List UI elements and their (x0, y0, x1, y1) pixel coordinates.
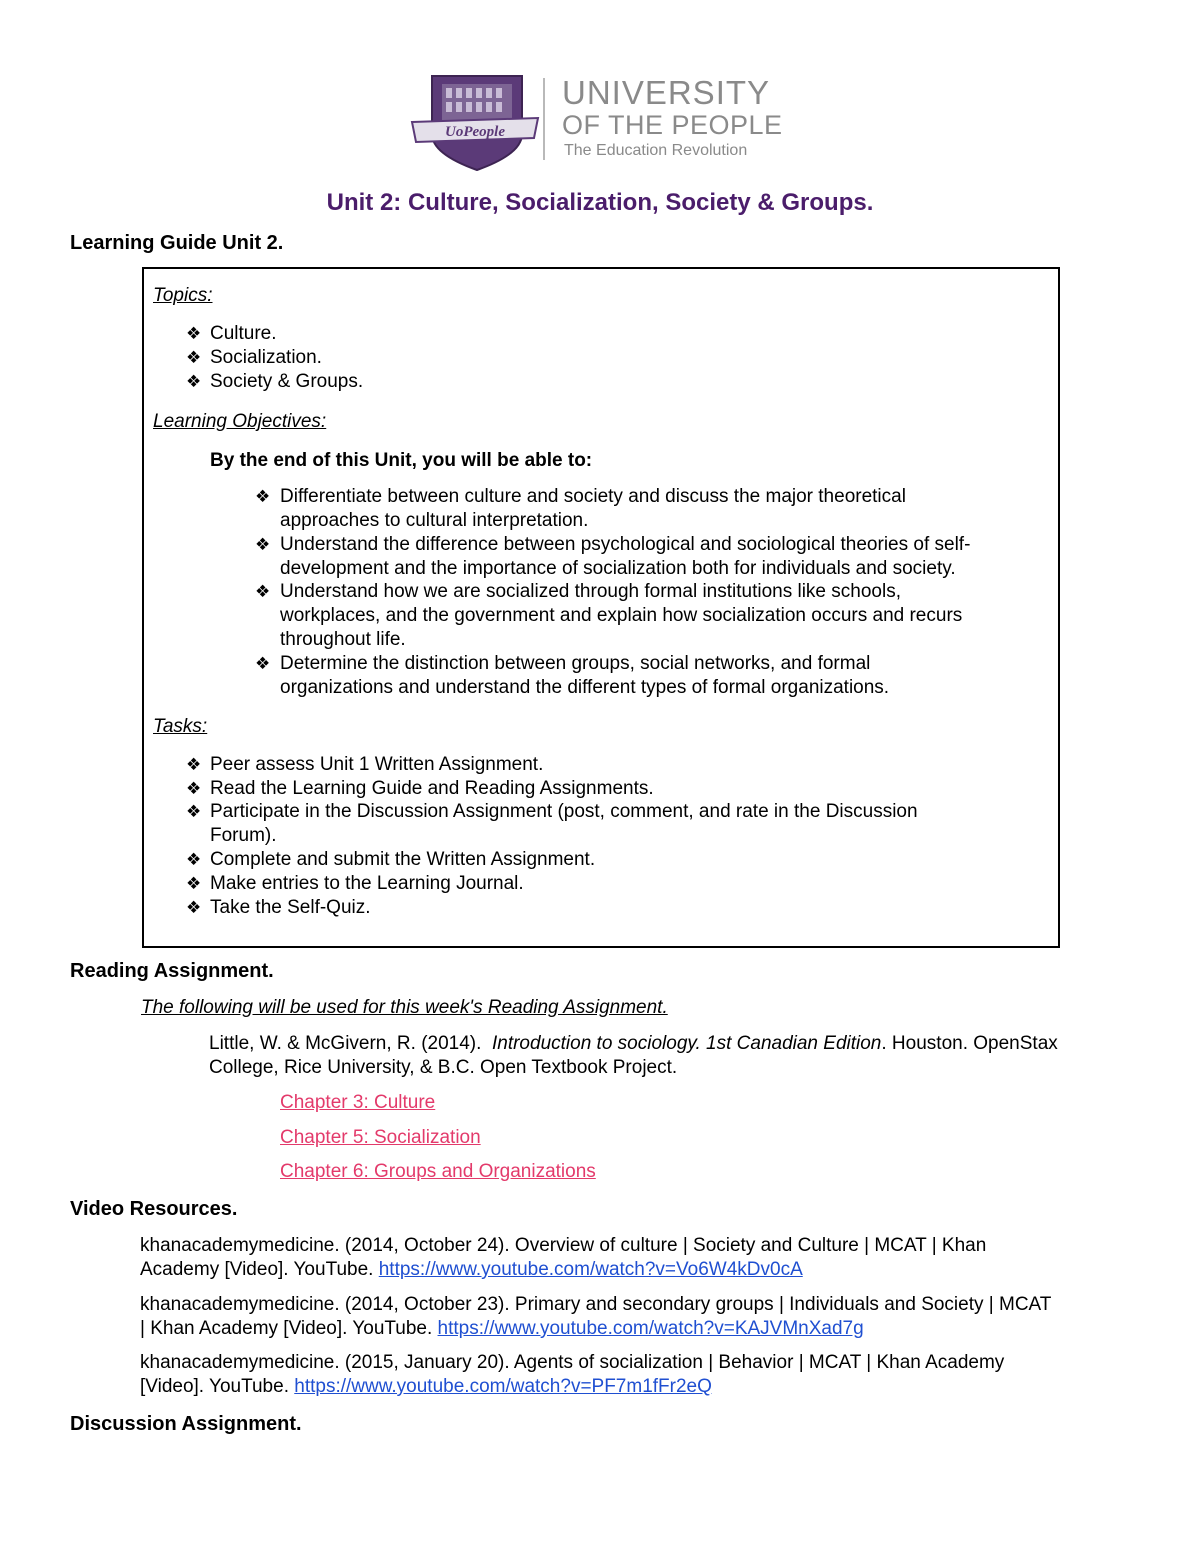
video-citation-line-2 (140, 1258, 803, 1282)
diamond-bullet-icon: ❖ (186, 372, 202, 391)
learning-guide-heading: Learning Guide Unit 2. (70, 232, 284, 254)
logo-badge-text: UoPeople (445, 124, 505, 140)
list-item: Culture. (210, 323, 277, 344)
diamond-bullet-icon: ❖ (186, 802, 202, 821)
diamond-bullet-icon: ❖ (255, 654, 271, 673)
diamond-bullet-icon: ❖ (186, 874, 202, 893)
tasks-label: Tasks: (153, 716, 208, 737)
diamond-bullet-icon: ❖ (186, 348, 202, 367)
chapter-5-link[interactable]: Chapter 5: Socialization (280, 1127, 481, 1148)
list-item: approaches to cultural interpretation. (280, 510, 589, 531)
list-item: Socialization. (210, 347, 322, 368)
diamond-bullet-icon: ❖ (186, 324, 202, 343)
video-link-socialization[interactable]: https://www.youtube.com/watch?v=PF7m1fFr2eQ (294, 1376, 712, 1397)
video-link-culture[interactable]: https://www.youtube.com/watch?v=Vo6W4kDv0cA (378, 1259, 803, 1280)
page-title: Unit 2: Culture, Socialization, Society & Groups. (326, 189, 874, 216)
uopeople-shield-icon (410, 72, 540, 172)
list-item: organizations and understand the different types of formal organizations. (280, 677, 890, 698)
video-citation-line-2 (140, 1317, 864, 1341)
list-item: Read the Learning Guide and Reading Assignments. (210, 778, 654, 799)
video-citation-text: [Video]. YouTube. (140, 1376, 295, 1397)
video-citation: khanacademymedicine. (2014, October 24). Overview of culture | Society and Culture | MCAT | Khan (140, 1235, 987, 1256)
diamond-bullet-icon: ❖ (255, 487, 271, 506)
diamond-bullet-icon: ❖ (186, 850, 202, 869)
video-citation-text: Academy [Video]. YouTube. (140, 1259, 379, 1280)
list-item: workplaces, and the government and explain how socialization occurs and recurs (280, 605, 963, 626)
logo-university-text: UNIVERSITY (562, 74, 771, 111)
list-item: Participate in the Discussion Assignment (post, comment, and rate in the Discussion (210, 801, 918, 822)
list-item: Forum). (210, 825, 277, 846)
video-citation: khanacademymedicine. (2014, October 23). Primary and secondary groups | Individuals and Society | MCAT (140, 1294, 1052, 1315)
diamond-bullet-icon: ❖ (255, 582, 271, 601)
university-logo (410, 72, 790, 172)
list-item: Complete and submit the Written Assignment. (210, 849, 596, 870)
citation-rest: . Houston. OpenStax (881, 1033, 1058, 1054)
diamond-bullet-icon: ❖ (186, 779, 202, 798)
list-item: development and the importance of socialization both for individuals and society. (280, 558, 956, 579)
list-item: Make entries to the Learning Journal. (210, 873, 524, 894)
logo-tagline: The Education Revolution (564, 142, 748, 159)
list-item: throughout life. (280, 629, 406, 650)
citation-line-2: College, Rice University, & B.C. Open Textbook Project. (209, 1057, 678, 1078)
citation-line-1 (209, 1032, 1058, 1056)
video-resources-heading: Video Resources. (70, 1198, 238, 1220)
logo-divider (543, 78, 545, 160)
diamond-bullet-icon: ❖ (186, 898, 202, 917)
citation-authors: Little, W. & McGivern, R. (2014). (209, 1033, 482, 1054)
discussion-assignment-heading: Discussion Assignment. (70, 1413, 302, 1435)
list-item: Peer assess Unit 1 Written Assignment. (210, 754, 544, 775)
logo-of-the-people-text: OF THE PEOPLE (562, 110, 783, 140)
citation-title: Introduction to sociology. 1st Canadian Edition (491, 1033, 882, 1054)
list-item: Differentiate between culture and society and discuss the major theoretical (280, 486, 906, 507)
chapter-3-link[interactable]: Chapter 3: Culture (280, 1092, 436, 1113)
video-citation-line-2 (140, 1375, 712, 1399)
chapter-6-link[interactable]: Chapter 6: Groups and Organizations (280, 1161, 596, 1182)
video-citation-text: | Khan Academy [Video]. YouTube. (140, 1318, 438, 1339)
objectives-label: Learning Objectives: (153, 411, 327, 432)
video-citation: khanacademymedicine. (2015, January 20). Agents of socialization | Behavior | MCAT | Khan Academy (140, 1352, 1005, 1373)
objectives-intro: By the end of this Unit, you will be able to: (210, 450, 593, 471)
list-item: Understand the difference between psychological and sociological theories of self- (280, 534, 971, 555)
list-item: Determine the distinction between groups, social networks, and formal (280, 653, 871, 674)
list-item: Understand how we are socialized through formal institutions like schools, (280, 581, 901, 602)
diamond-bullet-icon: ❖ (255, 535, 271, 554)
topics-label: Topics: (153, 285, 213, 306)
diamond-bullet-icon: ❖ (186, 755, 202, 774)
list-item: Take the Self-Quiz. (210, 897, 371, 918)
list-item: Society & Groups. (210, 371, 364, 392)
reading-assignment-heading: Reading Assignment. (70, 960, 274, 982)
reading-intro: The following will be used for this week's Reading Assignment. (141, 997, 668, 1018)
video-link-groups[interactable]: https://www.youtube.com/watch?v=KAJVMnXad7g (437, 1318, 864, 1339)
